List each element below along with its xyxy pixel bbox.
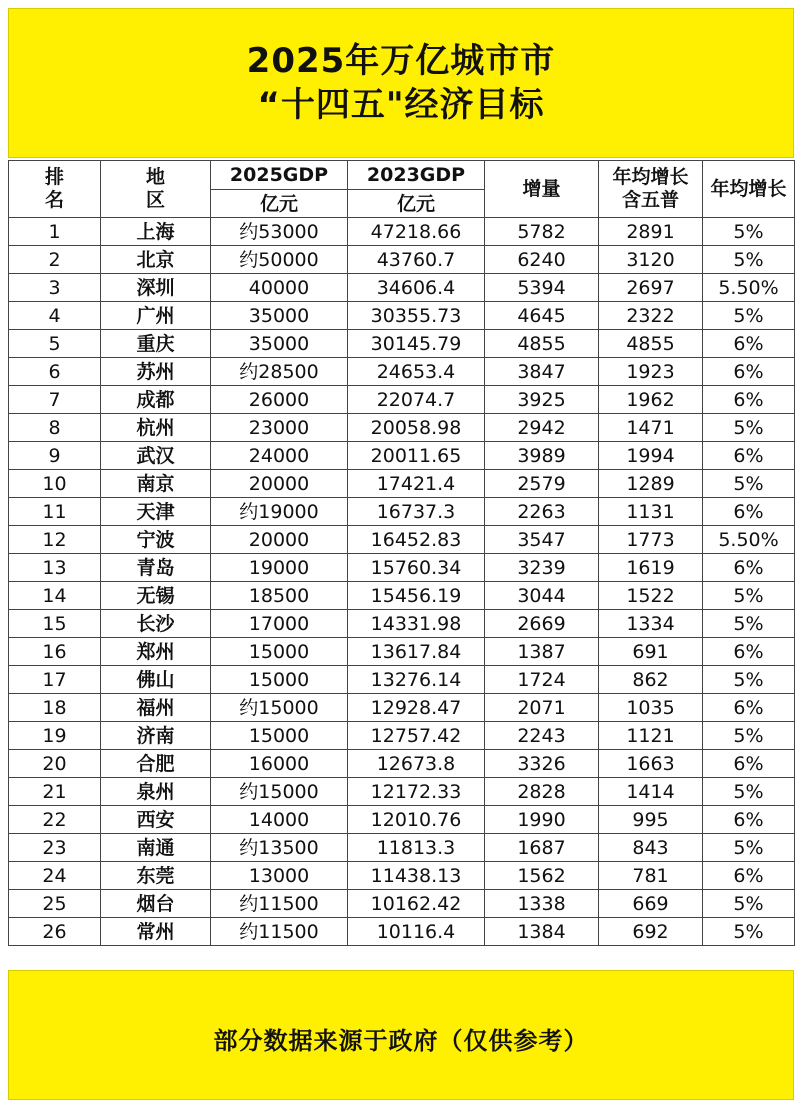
cell-gdp-2023: 12673.8 xyxy=(348,750,485,778)
cell-annual-incl: 692 xyxy=(599,918,703,946)
cell-gdp-2023: 30355.73 xyxy=(348,302,485,330)
cell-annual-growth: 6% xyxy=(703,498,795,526)
header-gdp-2025: 2025GDP xyxy=(211,161,348,190)
cell-gdp-2025: 约15000 xyxy=(211,694,348,722)
cell-increase: 2243 xyxy=(485,722,599,750)
cell-annual-growth: 5% xyxy=(703,246,795,274)
cell-annual-incl: 1522 xyxy=(599,582,703,610)
cell-increase: 3847 xyxy=(485,358,599,386)
cell-rank: 5 xyxy=(9,330,101,358)
cell-gdp-2023: 16737.3 xyxy=(348,498,485,526)
cell-annual-growth: 6% xyxy=(703,862,795,890)
cell-rank: 8 xyxy=(9,414,101,442)
cell-city: 苏州 xyxy=(101,358,211,386)
cell-annual-growth: 6% xyxy=(703,330,795,358)
cell-increase: 1384 xyxy=(485,918,599,946)
table-row xyxy=(9,694,795,722)
cell-city: 济南 xyxy=(101,722,211,750)
cell-annual-growth: 5.50% xyxy=(703,274,795,302)
cell-rank: 1 xyxy=(9,218,101,246)
cell-annual-incl: 1994 xyxy=(599,442,703,470)
cell-gdp-2025: 35000 xyxy=(211,330,348,358)
cell-increase: 1562 xyxy=(485,862,599,890)
cell-city: 青岛 xyxy=(101,554,211,582)
cell-gdp-2025: 约19000 xyxy=(211,498,348,526)
cell-gdp-2025: 17000 xyxy=(211,610,348,638)
cell-increase: 4645 xyxy=(485,302,599,330)
header-annual-incl-line-2: 含五普 xyxy=(621,189,679,211)
cell-gdp-2023: 13617.84 xyxy=(348,638,485,666)
cell-annual-incl: 843 xyxy=(599,834,703,862)
cell-annual-incl: 1773 xyxy=(599,526,703,554)
cell-annual-incl: 1334 xyxy=(599,610,703,638)
cell-increase: 1724 xyxy=(485,666,599,694)
cell-annual-incl: 1121 xyxy=(599,722,703,750)
cell-gdp-2025: 24000 xyxy=(211,442,348,470)
cell-rank: 13 xyxy=(9,554,101,582)
cell-city: 成都 xyxy=(101,386,211,414)
cell-gdp-2025: 18500 xyxy=(211,582,348,610)
title-line-1: 2025年万亿城市市 xyxy=(246,41,556,81)
title-banner xyxy=(8,8,794,158)
cell-city: 无锡 xyxy=(101,582,211,610)
cell-gdp-2025: 26000 xyxy=(211,386,348,414)
cell-gdp-2025: 23000 xyxy=(211,414,348,442)
table-row xyxy=(9,330,795,358)
cell-annual-growth: 6% xyxy=(703,358,795,386)
header-rank-line-1: 排 xyxy=(44,166,64,188)
table-row xyxy=(9,218,795,246)
cell-annual-incl: 4855 xyxy=(599,330,703,358)
cell-annual-incl: 862 xyxy=(599,666,703,694)
cell-city: 常州 xyxy=(101,918,211,946)
cell-annual-incl: 1923 xyxy=(599,358,703,386)
cell-gdp-2025: 20000 xyxy=(211,526,348,554)
header-unit-2023: 亿元 xyxy=(348,190,485,218)
cell-rank: 12 xyxy=(9,526,101,554)
cell-city: 泉州 xyxy=(101,778,211,806)
cell-gdp-2023: 12757.42 xyxy=(348,722,485,750)
cell-city: 宁波 xyxy=(101,526,211,554)
cell-increase: 6240 xyxy=(485,246,599,274)
cell-city: 合肥 xyxy=(101,750,211,778)
cell-increase: 5394 xyxy=(485,274,599,302)
cell-annual-growth: 5% xyxy=(703,218,795,246)
header-rank-line-2: 名 xyxy=(44,189,64,211)
table-row xyxy=(9,806,795,834)
cell-rank: 10 xyxy=(9,470,101,498)
cell-increase: 3326 xyxy=(485,750,599,778)
table-row xyxy=(9,442,795,470)
table-row xyxy=(9,722,795,750)
header-region-line-1: 地 xyxy=(145,166,165,188)
header-gdp-2023: 2023GDP xyxy=(348,161,485,190)
cell-rank: 22 xyxy=(9,806,101,834)
cell-annual-growth: 5.50% xyxy=(703,526,795,554)
table-row xyxy=(9,638,795,666)
cell-annual-growth: 5% xyxy=(703,666,795,694)
cell-annual-growth: 5% xyxy=(703,918,795,946)
cell-gdp-2025: 35000 xyxy=(211,302,348,330)
cell-annual-growth: 6% xyxy=(703,386,795,414)
cell-gdp-2023: 12928.47 xyxy=(348,694,485,722)
cell-annual-incl: 1131 xyxy=(599,498,703,526)
cell-gdp-2023: 10162.42 xyxy=(348,890,485,918)
cell-annual-incl: 1035 xyxy=(599,694,703,722)
cell-increase: 1990 xyxy=(485,806,599,834)
cell-city: 长沙 xyxy=(101,610,211,638)
cell-rank: 26 xyxy=(9,918,101,946)
cell-gdp-2023: 22074.7 xyxy=(348,386,485,414)
cell-annual-growth: 5% xyxy=(703,470,795,498)
cell-gdp-2025: 约53000 xyxy=(211,218,348,246)
cell-annual-growth: 6% xyxy=(703,442,795,470)
cell-rank: 14 xyxy=(9,582,101,610)
cell-annual-incl: 1414 xyxy=(599,778,703,806)
header-annual-incl xyxy=(599,161,703,218)
footer-banner xyxy=(8,970,794,1100)
header-region xyxy=(101,161,211,218)
cell-increase: 3239 xyxy=(485,554,599,582)
cell-annual-incl: 781 xyxy=(599,862,703,890)
cell-annual-incl: 2891 xyxy=(599,218,703,246)
cell-gdp-2025: 15000 xyxy=(211,638,348,666)
cell-gdp-2025: 16000 xyxy=(211,750,348,778)
cell-rank: 19 xyxy=(9,722,101,750)
table-row xyxy=(9,386,795,414)
cell-annual-growth: 6% xyxy=(703,638,795,666)
cell-increase: 3925 xyxy=(485,386,599,414)
cell-gdp-2023: 14331.98 xyxy=(348,610,485,638)
table-row xyxy=(9,750,795,778)
cell-annual-incl: 1619 xyxy=(599,554,703,582)
cell-increase: 2071 xyxy=(485,694,599,722)
cell-gdp-2025: 14000 xyxy=(211,806,348,834)
cell-increase: 2942 xyxy=(485,414,599,442)
cell-rank: 20 xyxy=(9,750,101,778)
cell-gdp-2023: 43760.7 xyxy=(348,246,485,274)
cell-gdp-2025: 约11500 xyxy=(211,918,348,946)
cell-gdp-2025: 约11500 xyxy=(211,890,348,918)
header-region-line-2: 区 xyxy=(145,189,165,211)
cell-increase: 5782 xyxy=(485,218,599,246)
cell-annual-incl: 1663 xyxy=(599,750,703,778)
cell-increase: 1338 xyxy=(485,890,599,918)
cell-gdp-2023: 10116.4 xyxy=(348,918,485,946)
table-row xyxy=(9,582,795,610)
cell-annual-incl: 3120 xyxy=(599,246,703,274)
cell-gdp-2025: 20000 xyxy=(211,470,348,498)
table-body xyxy=(9,218,795,946)
table-row xyxy=(9,498,795,526)
cell-annual-growth: 6% xyxy=(703,750,795,778)
header-annual-growth: 年均增长 xyxy=(703,161,795,218)
cell-rank: 15 xyxy=(9,610,101,638)
cell-gdp-2023: 47218.66 xyxy=(348,218,485,246)
cell-gdp-2025: 约28500 xyxy=(211,358,348,386)
cell-city: 佛山 xyxy=(101,666,211,694)
cell-gdp-2023: 20058.98 xyxy=(348,414,485,442)
cell-rank: 9 xyxy=(9,442,101,470)
table-row xyxy=(9,834,795,862)
cell-city: 烟台 xyxy=(101,890,211,918)
cell-gdp-2025: 约15000 xyxy=(211,778,348,806)
cell-gdp-2023: 11813.3 xyxy=(348,834,485,862)
header-increase: 增量 xyxy=(485,161,599,218)
cell-annual-growth: 6% xyxy=(703,806,795,834)
cell-gdp-2023: 17421.4 xyxy=(348,470,485,498)
table-row xyxy=(9,246,795,274)
table-row xyxy=(9,302,795,330)
cell-gdp-2025: 19000 xyxy=(211,554,348,582)
cell-city: 武汉 xyxy=(101,442,211,470)
cell-gdp-2023: 16452.83 xyxy=(348,526,485,554)
cell-city: 东莞 xyxy=(101,862,211,890)
cell-annual-incl: 995 xyxy=(599,806,703,834)
cell-rank: 25 xyxy=(9,890,101,918)
cell-annual-growth: 5% xyxy=(703,722,795,750)
cell-annual-incl: 1289 xyxy=(599,470,703,498)
cell-annual-incl: 1471 xyxy=(599,414,703,442)
cell-increase: 2828 xyxy=(485,778,599,806)
cell-rank: 24 xyxy=(9,862,101,890)
table-row xyxy=(9,274,795,302)
cell-gdp-2025: 13000 xyxy=(211,862,348,890)
header-rank xyxy=(9,161,101,218)
cell-gdp-2023: 30145.79 xyxy=(348,330,485,358)
cell-annual-growth: 5% xyxy=(703,414,795,442)
table-header xyxy=(9,161,795,218)
cell-annual-incl: 2697 xyxy=(599,274,703,302)
cell-annual-growth: 5% xyxy=(703,834,795,862)
header-unit-2025: 亿元 xyxy=(211,190,348,218)
table-row xyxy=(9,890,795,918)
cell-gdp-2023: 34606.4 xyxy=(348,274,485,302)
table-row xyxy=(9,554,795,582)
cell-rank: 23 xyxy=(9,834,101,862)
table-row xyxy=(9,666,795,694)
cell-rank: 18 xyxy=(9,694,101,722)
cell-city: 天津 xyxy=(101,498,211,526)
cell-city: 南京 xyxy=(101,470,211,498)
cell-annual-growth: 5% xyxy=(703,778,795,806)
cell-rank: 11 xyxy=(9,498,101,526)
cell-rank: 2 xyxy=(9,246,101,274)
cell-gdp-2023: 11438.13 xyxy=(348,862,485,890)
cell-annual-incl: 1962 xyxy=(599,386,703,414)
cell-gdp-2023: 24653.4 xyxy=(348,358,485,386)
cell-city: 杭州 xyxy=(101,414,211,442)
table-row xyxy=(9,526,795,554)
cell-gdp-2023: 12010.76 xyxy=(348,806,485,834)
cell-city: 南通 xyxy=(101,834,211,862)
cell-city: 重庆 xyxy=(101,330,211,358)
cell-annual-growth: 5% xyxy=(703,610,795,638)
cell-increase: 4855 xyxy=(485,330,599,358)
cell-city: 西安 xyxy=(101,806,211,834)
cell-increase: 2669 xyxy=(485,610,599,638)
header-annual-incl-line-1: 年均增长 xyxy=(612,166,689,188)
cell-annual-growth: 6% xyxy=(703,554,795,582)
cell-gdp-2023: 13276.14 xyxy=(348,666,485,694)
cell-gdp-2025: 15000 xyxy=(211,666,348,694)
footer-note: 部分数据来源于政府（仅供参考） xyxy=(213,1026,589,1055)
cell-increase: 2579 xyxy=(485,470,599,498)
table-row xyxy=(9,610,795,638)
cell-increase: 3989 xyxy=(485,442,599,470)
cell-annual-growth: 6% xyxy=(703,694,795,722)
cell-annual-growth: 5% xyxy=(703,582,795,610)
cell-gdp-2025: 40000 xyxy=(211,274,348,302)
cell-annual-growth: 5% xyxy=(703,890,795,918)
cell-rank: 7 xyxy=(9,386,101,414)
cell-city: 上海 xyxy=(101,218,211,246)
cell-gdp-2025: 约50000 xyxy=(211,246,348,274)
cell-annual-growth: 5% xyxy=(703,302,795,330)
cell-increase: 3044 xyxy=(485,582,599,610)
cell-rank: 4 xyxy=(9,302,101,330)
table-row xyxy=(9,358,795,386)
table-row xyxy=(9,470,795,498)
title-line-2: “十四五"经济目标 xyxy=(257,85,545,125)
cell-rank: 3 xyxy=(9,274,101,302)
cell-rank: 17 xyxy=(9,666,101,694)
cell-gdp-2023: 20011.65 xyxy=(348,442,485,470)
cell-city: 北京 xyxy=(101,246,211,274)
table-row xyxy=(9,778,795,806)
cell-gdp-2023: 15760.34 xyxy=(348,554,485,582)
cell-gdp-2025: 约13500 xyxy=(211,834,348,862)
cell-annual-incl: 2322 xyxy=(599,302,703,330)
cell-increase: 1387 xyxy=(485,638,599,666)
cell-city: 广州 xyxy=(101,302,211,330)
cell-city: 深圳 xyxy=(101,274,211,302)
cell-increase: 3547 xyxy=(485,526,599,554)
table-row xyxy=(9,862,795,890)
gdp-table xyxy=(8,160,795,946)
cell-gdp-2025: 15000 xyxy=(211,722,348,750)
cell-gdp-2023: 15456.19 xyxy=(348,582,485,610)
cell-rank: 16 xyxy=(9,638,101,666)
cell-increase: 1687 xyxy=(485,834,599,862)
table-row xyxy=(9,414,795,442)
cell-city: 郑州 xyxy=(101,638,211,666)
cell-gdp-2023: 12172.33 xyxy=(348,778,485,806)
cell-rank: 6 xyxy=(9,358,101,386)
cell-increase: 2263 xyxy=(485,498,599,526)
table-row xyxy=(9,918,795,946)
cell-city: 福州 xyxy=(101,694,211,722)
cell-annual-incl: 669 xyxy=(599,890,703,918)
cell-rank: 21 xyxy=(9,778,101,806)
cell-annual-incl: 691 xyxy=(599,638,703,666)
